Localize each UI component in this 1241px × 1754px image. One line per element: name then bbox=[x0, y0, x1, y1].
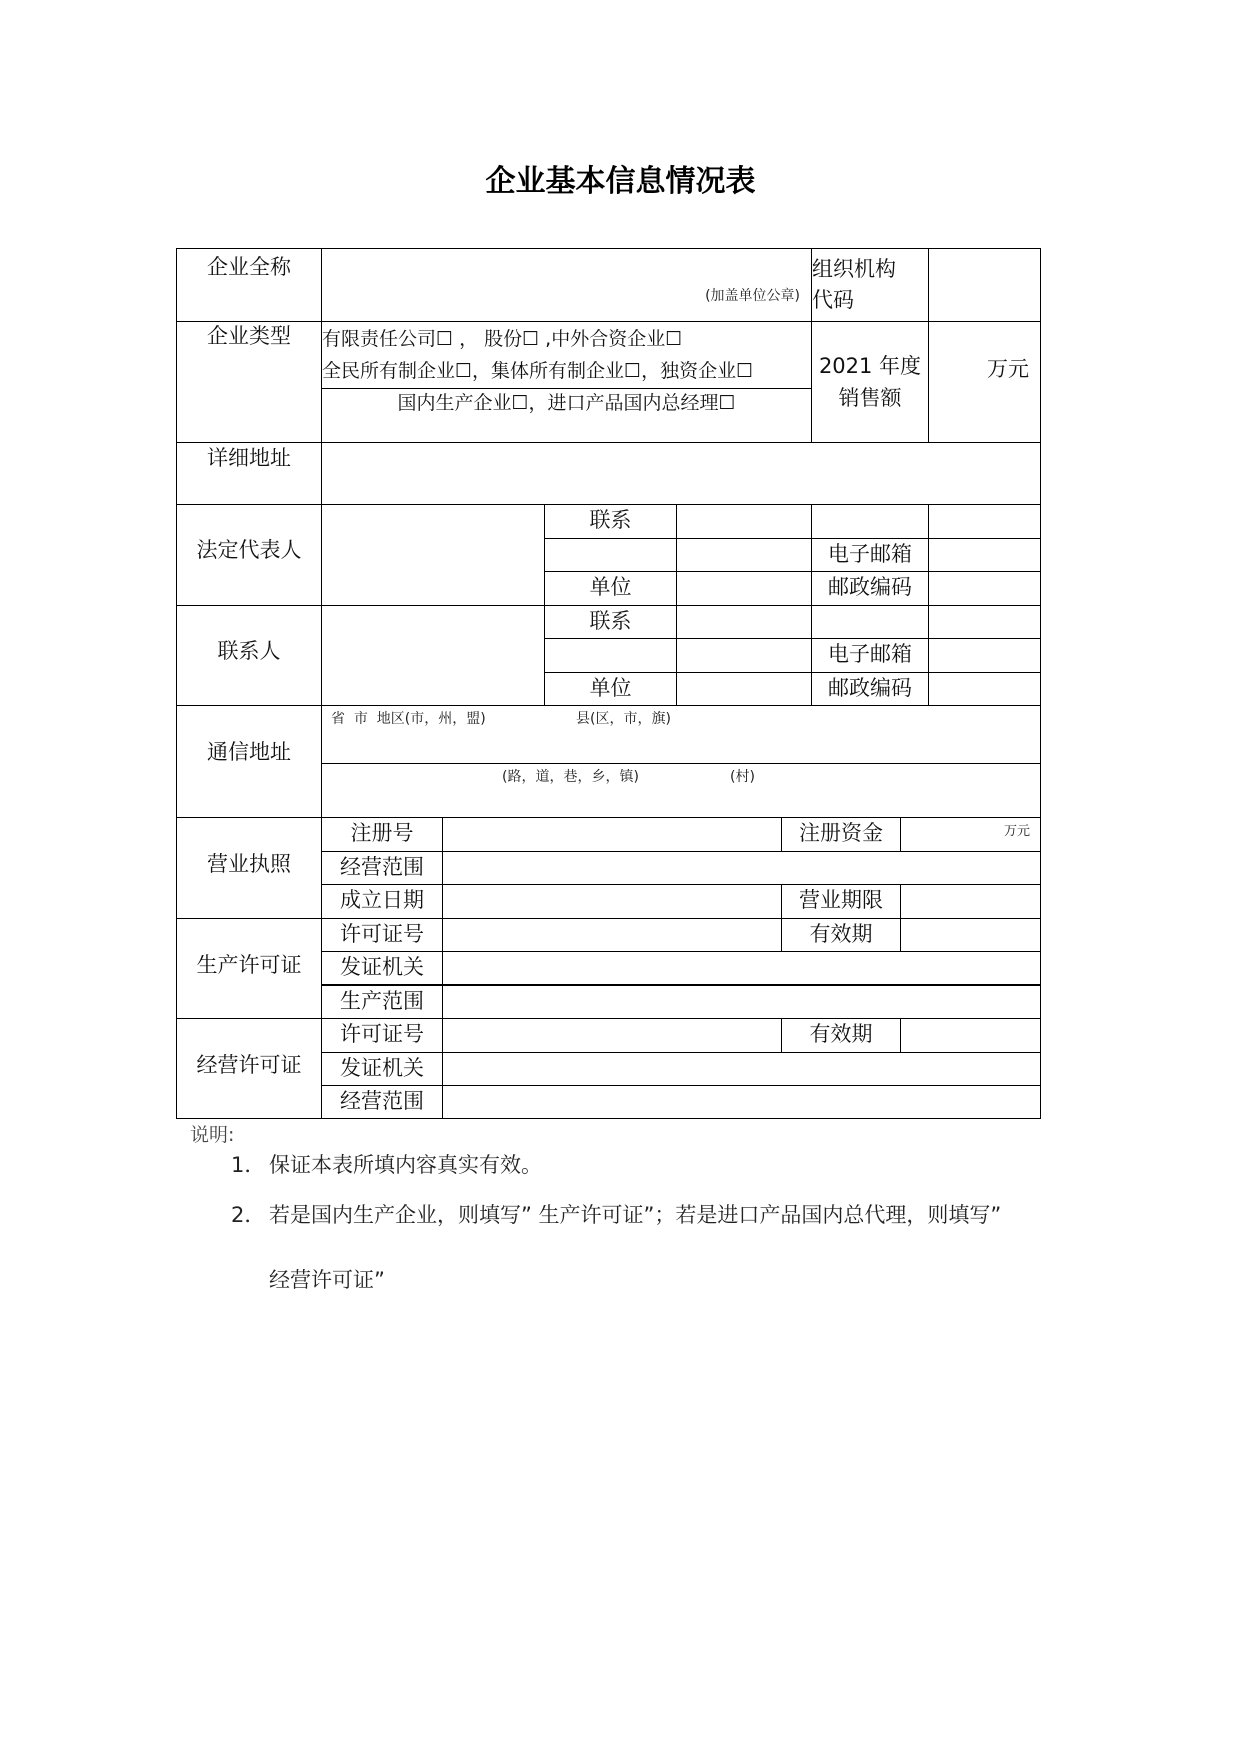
operation-scope-field bbox=[442, 1085, 1041, 1119]
business-term-label: 营业期限 bbox=[799, 888, 883, 912]
business-scope-field bbox=[442, 851, 1041, 885]
reg-capital-field bbox=[900, 817, 1041, 852]
contact-person-postcode-label-cell bbox=[811, 672, 929, 706]
company-type-options-line2: 全民所有制企业☐，集体所有制企业☐，独资企业☐ bbox=[322, 360, 754, 382]
contact-person-unit-label: 单位 bbox=[589, 675, 632, 700]
business-term-label-cell bbox=[781, 884, 901, 919]
operation-license-no-label-cell bbox=[321, 1018, 443, 1053]
operation-license-label: 经营许可证 bbox=[196, 1052, 302, 1077]
mailing-address-line2-field bbox=[321, 763, 1041, 818]
legal-rep-blank-label-cell bbox=[544, 538, 677, 572]
legal-rep-blank-cell bbox=[811, 504, 929, 539]
contact-person-blank-field bbox=[928, 605, 1041, 639]
contact-person-contact-field bbox=[676, 605, 812, 639]
contact-person-email-field bbox=[928, 638, 1041, 673]
production-license-label: 生产许可证 bbox=[196, 952, 302, 977]
contact-person-contact-label-cell bbox=[544, 605, 677, 639]
mailing-address-county-hint: 县(区，市，旗) bbox=[576, 711, 671, 727]
business-scope-label: 经营范围 bbox=[340, 854, 424, 879]
page-title: 企业基本信息情况表 bbox=[485, 164, 756, 199]
contact-person-email-label: 电子邮箱 bbox=[828, 642, 912, 666]
contact-person-blank-cell bbox=[811, 605, 929, 639]
production-validity-field bbox=[900, 918, 1041, 952]
reg-no-field bbox=[442, 817, 782, 852]
contact-person-blank-label-cell bbox=[544, 638, 677, 673]
legal-rep-blank-field bbox=[928, 504, 1041, 539]
company-type-label: 企业类型 bbox=[207, 324, 291, 348]
legal-rep-label-cell bbox=[176, 504, 322, 606]
org-code-label-line1: 组织机构 bbox=[812, 257, 896, 281]
address-field bbox=[321, 442, 1041, 505]
operation-issuer-field bbox=[442, 1052, 1041, 1086]
legal-rep-name-field bbox=[321, 504, 545, 606]
legal-rep-email-label-cell bbox=[811, 538, 929, 572]
mailing-address-village-hint: (村) bbox=[730, 769, 755, 785]
operation-validity-field bbox=[900, 1018, 1041, 1053]
business-license-label-cell bbox=[176, 817, 322, 919]
contact-person-label-cell bbox=[176, 605, 322, 706]
company-type-options-line1: 有限责任公司☐ ， 股份☐ ,中外合资企业☐ bbox=[322, 328, 683, 350]
operation-issuer-label: 发证机关 bbox=[340, 1055, 424, 1080]
notes-heading: 说明: bbox=[190, 1124, 235, 1146]
mailing-address-road-hint: (路，道，巷，乡，镇) bbox=[502, 769, 639, 785]
note-2-continuation: 经营许可证” bbox=[269, 1268, 385, 1292]
operation-license-label-cell bbox=[176, 1018, 322, 1119]
legal-rep-postcode-field bbox=[928, 571, 1041, 606]
address-label: 详细地址 bbox=[207, 446, 291, 470]
contact-person-label: 联系人 bbox=[217, 638, 281, 663]
operation-validity-label: 有效期 bbox=[809, 1022, 873, 1046]
established-field bbox=[442, 884, 782, 919]
note-1-number: 1． bbox=[231, 1153, 266, 1177]
legal-rep-contact-field bbox=[676, 504, 812, 539]
operation-scope-label-cell bbox=[321, 1085, 443, 1119]
contact-person-email-label-cell bbox=[811, 638, 929, 673]
business-term-field bbox=[900, 884, 1041, 919]
company-name-label: 企业全称 bbox=[207, 255, 291, 279]
legal-rep-email-label: 电子邮箱 bbox=[828, 541, 912, 566]
production-issuer-label: 发证机关 bbox=[340, 955, 424, 979]
reg-capital-unit: 万元 bbox=[1003, 823, 1030, 839]
legal-rep-contact-label-cell bbox=[544, 504, 677, 539]
contact-person-postcode-label: 邮政编码 bbox=[828, 675, 912, 700]
operation-issuer-label-cell bbox=[321, 1052, 443, 1086]
note-1-text: 保证本表所填内容真实有效。 bbox=[269, 1153, 542, 1177]
operation-license-no-label: 许可证号 bbox=[340, 1022, 424, 1046]
legal-rep-unit-field bbox=[676, 571, 812, 606]
company-type-options-cell bbox=[321, 321, 812, 389]
legal-rep-phone-field bbox=[676, 538, 812, 572]
legal-rep-unit-label-cell bbox=[544, 571, 677, 606]
operation-validity-label-cell bbox=[781, 1018, 901, 1053]
note-2-number: 2． bbox=[231, 1203, 266, 1227]
production-validity-label: 有效期 bbox=[809, 921, 873, 946]
org-code-label-cell bbox=[811, 248, 929, 322]
legal-rep-contact-label: 联系 bbox=[589, 508, 632, 532]
production-validity-label-cell bbox=[781, 918, 901, 952]
legal-rep-postcode-label: 邮政编码 bbox=[828, 575, 912, 599]
production-license-no-label: 许可证号 bbox=[340, 921, 424, 946]
production-scope-field bbox=[442, 985, 1041, 1019]
sales-unit: 万元 bbox=[987, 357, 1029, 381]
sales-label-line1: 2021 年度 bbox=[818, 354, 922, 378]
reg-capital-label-cell bbox=[781, 817, 901, 852]
production-scope-label-cell bbox=[321, 985, 443, 1019]
contact-person-postcode-field bbox=[928, 672, 1041, 706]
org-code-field bbox=[928, 248, 1041, 322]
production-license-no-field bbox=[442, 918, 782, 952]
sales-label-cell bbox=[811, 321, 929, 443]
reg-no-label: 注册号 bbox=[350, 821, 414, 845]
legal-rep-label: 法定代表人 bbox=[196, 538, 302, 562]
legal-rep-postcode-label-cell bbox=[811, 571, 929, 606]
production-scope-label: 生产范围 bbox=[340, 988, 424, 1013]
production-license-no-label-cell bbox=[321, 918, 443, 952]
operation-license-no-field bbox=[442, 1018, 782, 1053]
company-type-origin-cell bbox=[321, 388, 812, 443]
business-license-label: 营业执照 bbox=[207, 852, 291, 876]
company-type-options-line3: 国内生产企业☐，进口产品国内总经理☐ bbox=[397, 392, 736, 414]
legal-rep-email-field bbox=[928, 538, 1041, 572]
reg-no-label-cell bbox=[321, 817, 443, 852]
operation-scope-label: 经营范围 bbox=[340, 1088, 424, 1113]
contact-person-unit-label-cell bbox=[544, 672, 677, 706]
contact-person-name-field bbox=[321, 605, 545, 706]
established-label-cell bbox=[321, 884, 443, 919]
legal-rep-unit-label: 单位 bbox=[589, 575, 632, 599]
contact-person-phone-field bbox=[676, 638, 812, 673]
thick-divider bbox=[321, 984, 1041, 986]
established-label: 成立日期 bbox=[340, 888, 424, 912]
company-name-field bbox=[321, 248, 812, 322]
reg-capital-label: 注册资金 bbox=[799, 821, 883, 845]
contact-person-contact-label: 联系 bbox=[589, 608, 632, 633]
mailing-address-label-cell bbox=[176, 705, 322, 818]
contact-person-unit-field bbox=[676, 672, 812, 706]
production-license-label-cell bbox=[176, 918, 322, 1019]
company-type-label-cell bbox=[176, 321, 322, 443]
note-2-text: 若是国内生产企业，则填写” 生产许可证”；若是进口产品国内总代理，则填写” bbox=[269, 1203, 1002, 1227]
mailing-address-label: 通信地址 bbox=[207, 739, 291, 764]
company-name-label-cell bbox=[176, 248, 322, 322]
seal-note: (加盖单位公章) bbox=[705, 288, 800, 304]
mailing-address-line1-field bbox=[321, 705, 1041, 764]
address-label-cell bbox=[176, 442, 322, 505]
sales-field bbox=[928, 321, 1041, 443]
business-scope-label-cell bbox=[321, 851, 443, 885]
sales-label-line2: 销售额 bbox=[838, 386, 902, 410]
production-issuer-label-cell bbox=[321, 951, 443, 986]
mailing-address-province-hint: 省 市 地区(市，州，盟) bbox=[331, 711, 486, 727]
production-issuer-field bbox=[442, 951, 1041, 986]
org-code-label-line2: 代码 bbox=[812, 288, 854, 312]
